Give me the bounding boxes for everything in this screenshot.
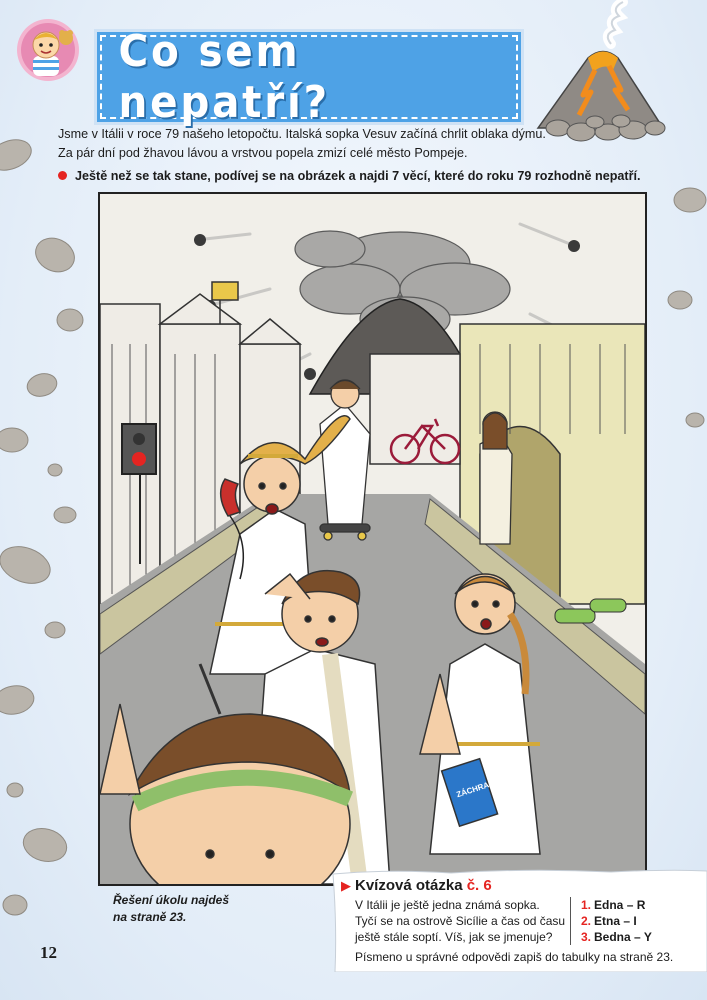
quiz-answer bbox=[581, 897, 652, 913]
intro-text bbox=[58, 125, 658, 163]
answer-text: Edna – R bbox=[594, 898, 646, 912]
quiz-title bbox=[341, 877, 492, 894]
intro-line-1: Jsme v Itálii v roce 79 našeho letopočtu. Italská sopka Vesuv začíná chrlit oblaka dýmu. bbox=[58, 127, 546, 141]
answer-number: 2. bbox=[581, 914, 592, 928]
answer-text: Etna – I bbox=[594, 914, 637, 928]
intro-line-2: Za pár dní pod žhavou lávou a vrstvou popela zmizí celé město Pompeje. bbox=[58, 146, 468, 160]
quiz-answers bbox=[570, 897, 652, 945]
answer-number: 3. bbox=[581, 930, 592, 944]
solution-line-2: na straně 23. bbox=[113, 910, 187, 924]
quiz-number: č. 6 bbox=[466, 877, 492, 894]
quiz-question bbox=[355, 897, 570, 945]
book-label: ZÁCHRANA bbox=[455, 776, 502, 800]
solution-note bbox=[113, 892, 283, 926]
bullet-icon bbox=[58, 171, 67, 180]
pompeii-illustration bbox=[98, 192, 647, 886]
quiz-box bbox=[331, 866, 707, 972]
volcano-illustration bbox=[533, 0, 673, 145]
quiz-question-line-3: ještě stále soptí. Víš, jak se jmenuje? bbox=[355, 930, 553, 944]
quiz-question-line-1: V Itálii je ještě jedna známá sopka. bbox=[355, 898, 540, 912]
task-text: Ještě než se tak stane, podívej se na obrázek a najdi 7 věcí, které do roku 79 rozhodně nepatří. bbox=[75, 169, 641, 183]
title-banner bbox=[100, 26, 518, 128]
answer-number: 1. bbox=[581, 898, 592, 912]
kid-mascot-logo bbox=[16, 18, 80, 82]
quiz-title-prefix: Kvízová otázka bbox=[355, 877, 463, 894]
answer-text: Bedna – Y bbox=[594, 930, 652, 944]
page-number: 12 bbox=[40, 943, 57, 962]
solution-line-1: Řešení úkolu najdeš bbox=[113, 893, 230, 907]
quiz-note: Písmeno u správné odpovědi zapiš do tabulky na straně 23. bbox=[355, 950, 674, 964]
task-instruction bbox=[58, 168, 678, 184]
quiz-question-line-2: Tyčí se na ostrově Sicílie a čas od času bbox=[355, 914, 566, 928]
page-title: Co sem nepatří? bbox=[118, 26, 330, 128]
triangle-right-icon: ▶ bbox=[341, 878, 351, 893]
quiz-answer bbox=[581, 929, 652, 945]
quiz-answer bbox=[581, 913, 652, 929]
pompeii-scene bbox=[100, 194, 645, 884]
